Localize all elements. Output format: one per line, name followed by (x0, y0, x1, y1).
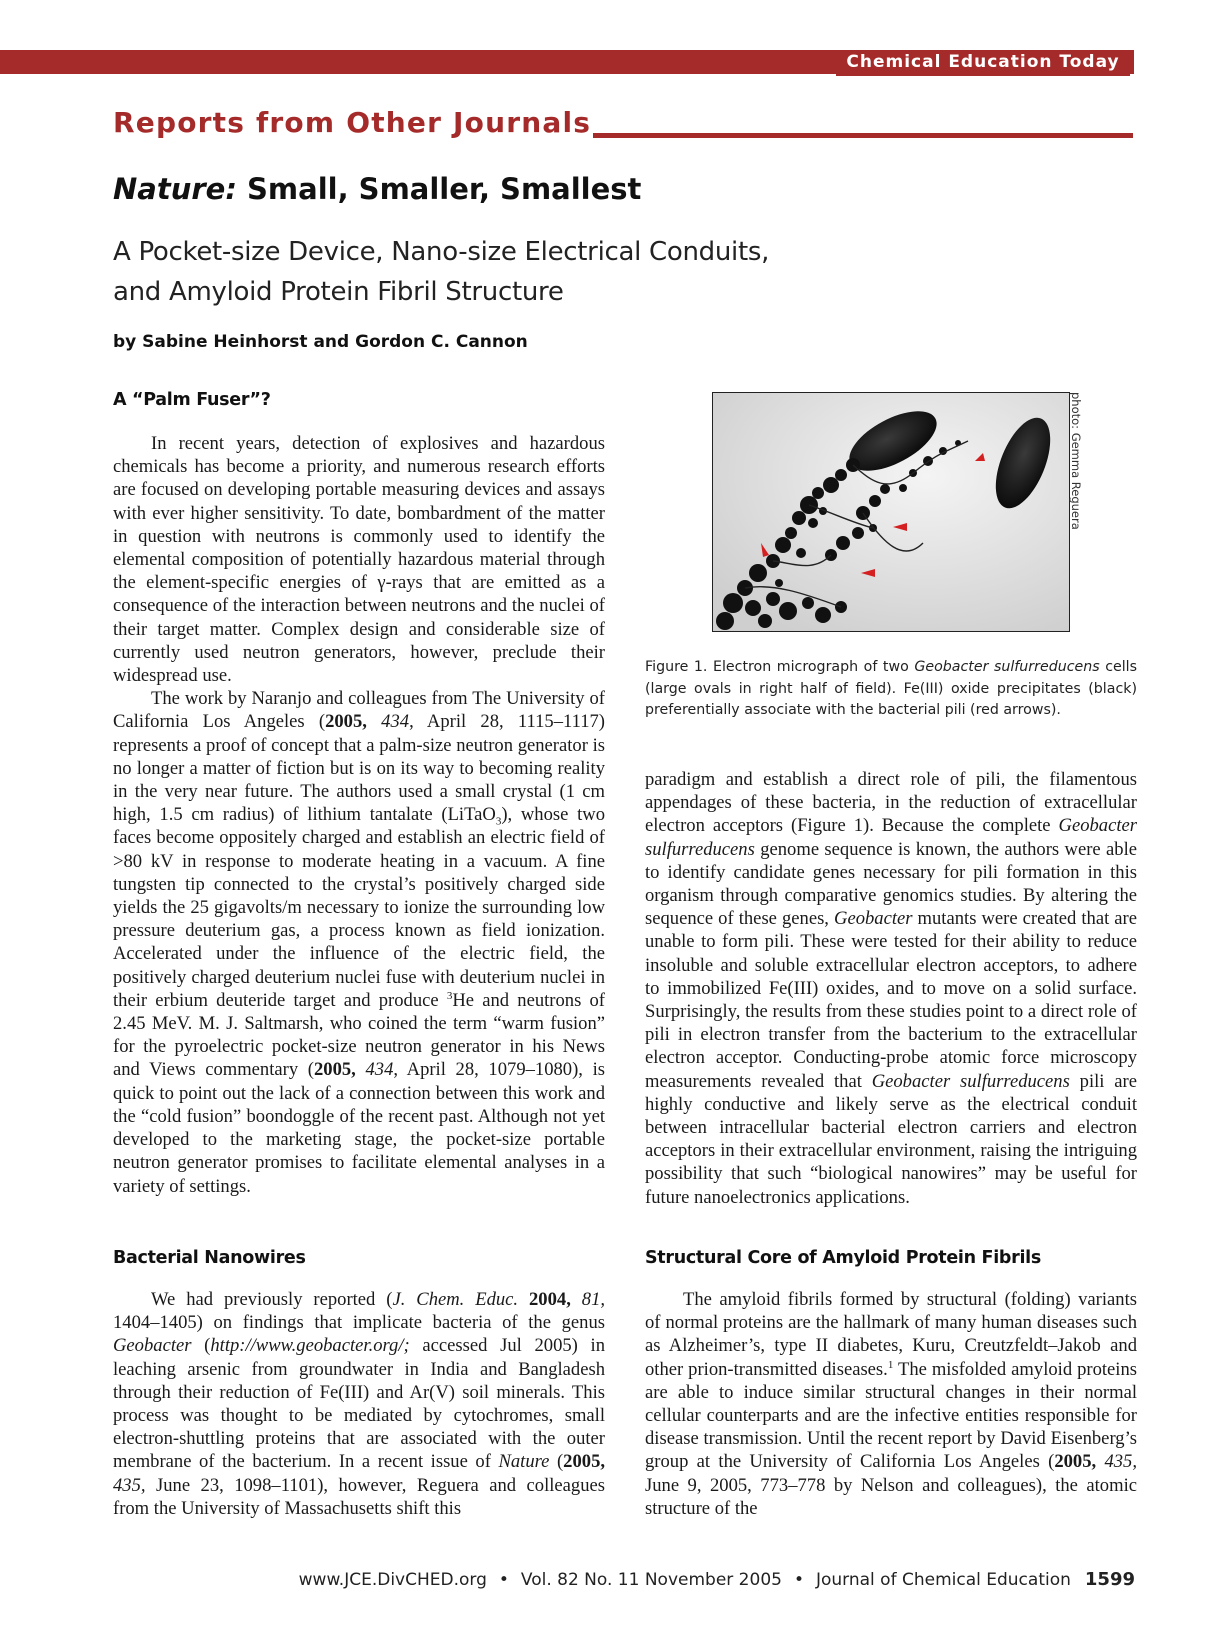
footer-url: www.JCE.DivCHED.org (298, 1570, 487, 1590)
paragraph: The work by Naranjo and colleagues from The University of California Los Angeles (2005, 434, April 28, 1115–1117) represents a proof of concept that a palm-size neutron generator is no longer a matter of fiction but is on its way to becoming reality in the very near future. The authors used a small crystal (1 cm high, 1.5 cm radius) of lithium tantalate (LiTaO$_3$), whose two faces become oppositely charged and establish an electric field of >80 kV in response to moderate heating in a vacuum. A fine tungsten tip connected to the crystal’s positively charged side yields the 25 gigavolts/m necessary to ionize the surrounding low pressure deuterium gas, a process known as field ionization. Accelerated under the influence of the electric field, the positively charged deuterium nuclei fuse with deuterium nuclei in their erbium deuteride target and produce $^3$He and neutrons of 2.45 MeV. M. J. Saltmarsh, who coined the term “warm fusion” for the pyroelectric pocket-size neutron generator in his News and Views commentary (2005, 434, April 28, 1079–1080), is quick to point out the lack of a connection between this work and the “cold fusion” boondoggle of the recent past. Although not yet developed to the marketing stage, the pocket-size portable neutron generator promises to facilitate elemental analyses in a variety of settings. (113, 688, 605, 1197)
column-title: Reports from Other Journals (113, 106, 592, 139)
photo-credit: photo: Gemma Reguera (1069, 392, 1083, 530)
paragraph: We had previously reported (J. Chem. Educ. 2004, 81, 1404–1405) on findings that implicate bacteria of the genus Geobacter (http://www.geobacter.org/; accessed Jul 2005) in leaching arsenic from groundwater in India and Bangladesh through their reduction of Fe(III) and Ar(V) soil minerals. This process was thought to be mediated by cytochromes, small electron-shuttling proteins that are associated with the outer membrane of the bacterium. In a recent issue of Nature (2005, 435, June 23, 1098–1101), however, Reguera and colleagues from the University of Massachusetts shift this (113, 1289, 606, 1519)
paragraph: The amyloid fibrils formed by structural (folding) variants of normal proteins are the hallmark of many human diseases such as Alzheimer’s, type II diabetes, Kuru, Creutzfeldt–Jakob and other prion-transmitted diseases.$^1$ The misfolded amyloid proteins are able to induce similar structural changes in their normal cellular counterparts and are the infective entities responsible for disease transmission. Until the recent report by David Eisenberg’s group at the University of California Los Angeles (2005, 435, June 9, 2005, 773–778 by Nelson and colleagues), the atomic structure of the (645, 1289, 1137, 1519)
subtitle-line-1: A Pocket-size Device, Nano-size Electrical Conduits, (113, 237, 770, 267)
footer-separator: • (793, 1570, 804, 1590)
page-footer (215, 1569, 1135, 1590)
byline: by Sabine Heinhorst and Gordon C. Cannon (113, 332, 528, 352)
section-palm-fuser-body (113, 432, 605, 1198)
paragraph: paradigm and establish a direct role of pili, the filamentous appendages of these bacteria, in the reduction of extracellular electron acceptors (Figure 1). Because the complete Geobacter sulfurreducens genome sequence is known, the authors were able to identify candidate genes necessary for pili formation in this organism through comparative genomics studies. By altering the sequence of these genes, Geobacter mutants were created that are unable to form pili. These were tested for their ability to reduce insoluble and soluble extracellular electron acceptors, to adhere to immobilized Fe(III) oxides, and to move on a solid surface. Surprisingly, the results from these studies point to a direct role of pili in electron transfer from the bacterium to the extracellular electron acceptor. Conducting-probe atomic force microscopy measurements revealed that Geobacter sulfurreducens pili are highly conductive and likely serve as the electrical conduit between intracellular bacterial electron carriers and electron acceptors in their extracellular environment, raising the intriguing possibility that such “biological nanowires” may be useful for future nanoelectronics applications. (645, 769, 1137, 1208)
footer-journal: Journal of Chemical Education (815, 1570, 1071, 1590)
heading-palm-fuser: A “Palm Fuser”? (113, 390, 271, 410)
column-title-rule (593, 133, 1133, 138)
paragraph: In recent years, detection of explosives and hazardous chemicals has become a priority, and numerous research efforts are focused on developing portable measuring devices and assays with ever higher sensitivity. To date, bombardment of the matter in question with neutrons is commonly used to identify the elemental composition of potentially hazardous material through the element-specific energies of γ-rays that are emitted as a consequence of the interaction between neutrons and the nuclei of their target matter. Complex design and considerable size of currently used neutron generators, however, preclude their widespread use. (113, 433, 605, 687)
section-label-underline (836, 74, 1130, 76)
subtitle-line-2: and Amyloid Protein Fibril Structure (113, 277, 564, 307)
page-number: 1599 (1084, 1569, 1135, 1590)
heading-amyloid: Structural Core of Amyloid Protein Fibrils (645, 1248, 1041, 1268)
headline-text: Small, Smaller, Smallest (236, 172, 642, 206)
article-headline (113, 172, 641, 206)
heading-bacterial-nanowires: Bacterial Nanowires (113, 1248, 306, 1268)
figure-electron-micrograph (712, 392, 1070, 632)
headline-journal: Nature: (113, 172, 237, 206)
article-subtitle (113, 232, 769, 312)
section-nanowires-continued (645, 768, 1137, 1209)
figure-caption: Figure 1. Electron micrograph of two Geobacter sulfurreducens cells (large ovals in right half of field). Fe(III) oxide precipitates (black) preferentially associate with the bacterial pili (red arrows). (645, 659, 1137, 718)
footer-separator: • (498, 1570, 509, 1590)
section-nanowires-body (113, 1288, 605, 1520)
micrograph-image (713, 393, 1069, 631)
section-label: Chemical Education Today (836, 50, 1130, 74)
footer-issue: Vol. 82 No. 11 November 2005 (520, 1570, 782, 1590)
section-amyloid-body (645, 1288, 1137, 1520)
